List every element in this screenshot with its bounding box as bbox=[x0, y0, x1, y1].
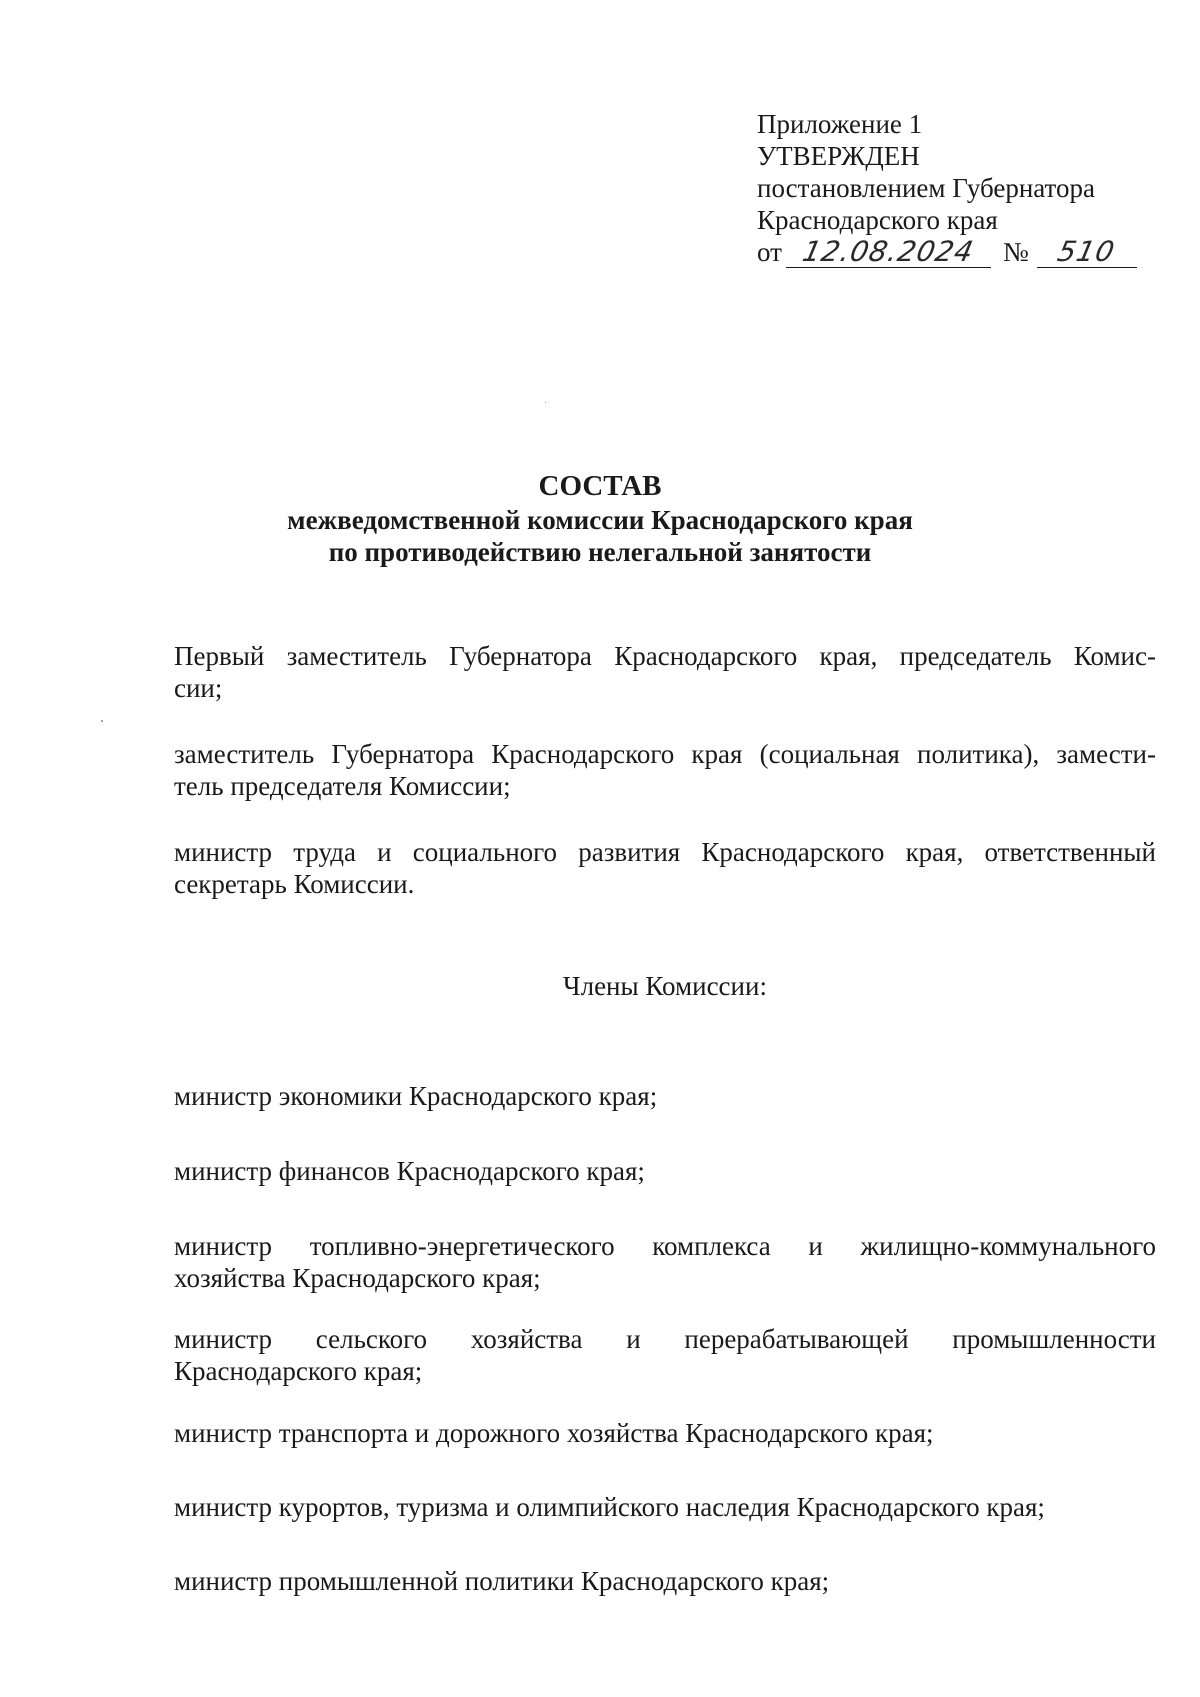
chairman-paragraph bbox=[174, 640, 1156, 704]
member-word: министр bbox=[174, 1324, 273, 1354]
handwritten-date: 12.08.2024 bbox=[799, 235, 978, 268]
paragraph-line: секретарь Комиссии. bbox=[174, 869, 415, 899]
paragraph-line: министр труда и социального развития Краснодарского края, ответственный bbox=[174, 837, 1156, 867]
member-line: министр экономики Краснодарского края; bbox=[174, 1081, 658, 1111]
member-word: промышленности bbox=[952, 1324, 1156, 1354]
member-line: министр финансов Краснодарского края; bbox=[174, 1156, 645, 1186]
appendix-label: Приложение 1 bbox=[757, 109, 923, 139]
members-heading: Члены Комиссии: bbox=[563, 971, 767, 1001]
date-prefix: от bbox=[757, 237, 782, 267]
member-word: сельского bbox=[315, 1324, 428, 1354]
deputy-chairman-paragraph bbox=[174, 738, 1156, 802]
date-field bbox=[786, 237, 991, 268]
date-number-line bbox=[757, 236, 1157, 268]
title-line-2: межведомственной комиссии Краснодарского края bbox=[287, 505, 913, 535]
number-field bbox=[1037, 237, 1137, 268]
member-word: хозяйства bbox=[470, 1324, 583, 1354]
member-item bbox=[174, 1323, 1156, 1387]
member-item bbox=[174, 1491, 1156, 1523]
approval-block bbox=[757, 108, 1157, 268]
member-line: министр топливно-энергетического комплекса и жилищно-коммунального bbox=[174, 1231, 1156, 1261]
line-text: Первый заместитель Губернатора Краснодарского края, председатель Комис- bbox=[174, 641, 1156, 671]
paragraph-line: тель председателя Комиссии; bbox=[174, 771, 511, 801]
member-line: министр курортов, туризма и олимпийского наследия Краснодарского края; bbox=[174, 1492, 1045, 1522]
member-line: министр промышленной политики Краснодарского края; bbox=[174, 1566, 830, 1596]
paragraph-line: заместитель Губернатора Краснодарского края (социальная политика), замести- bbox=[174, 739, 1156, 769]
paragraph-line bbox=[174, 640, 1156, 672]
member-line bbox=[174, 1323, 1156, 1355]
title-line-3: по противодействию нелегальной занятости bbox=[328, 537, 872, 567]
scan-speck bbox=[101, 720, 103, 722]
member-item bbox=[174, 1230, 1156, 1294]
title-main: СОСТАВ bbox=[538, 470, 662, 502]
document-title bbox=[150, 470, 1050, 568]
secretary-paragraph bbox=[174, 836, 1156, 900]
member-line: министр транспорта и дорожного хозяйства Краснодарского края; bbox=[174, 1418, 934, 1448]
paragraph-line: сии; bbox=[174, 673, 223, 703]
member-item bbox=[174, 1417, 1156, 1449]
approved-by-line-1: постановлением Губернатора bbox=[757, 173, 1095, 203]
handwritten-number: 510 bbox=[1055, 235, 1119, 268]
member-item bbox=[174, 1080, 1156, 1112]
member-item bbox=[174, 1565, 1156, 1597]
member-line: хозяйства Краснодарского края; bbox=[174, 1263, 541, 1293]
scan-speck bbox=[545, 402, 546, 403]
number-sign: № bbox=[1002, 237, 1029, 267]
member-line: Краснодарского края; bbox=[174, 1356, 423, 1386]
approved-by-line-2: Краснодарского края bbox=[757, 205, 998, 235]
member-item bbox=[174, 1155, 1156, 1187]
member-word: и bbox=[626, 1324, 641, 1354]
approved-label: УТВЕРЖДЕН bbox=[757, 141, 920, 171]
member-word: перерабатывающей bbox=[684, 1324, 909, 1354]
